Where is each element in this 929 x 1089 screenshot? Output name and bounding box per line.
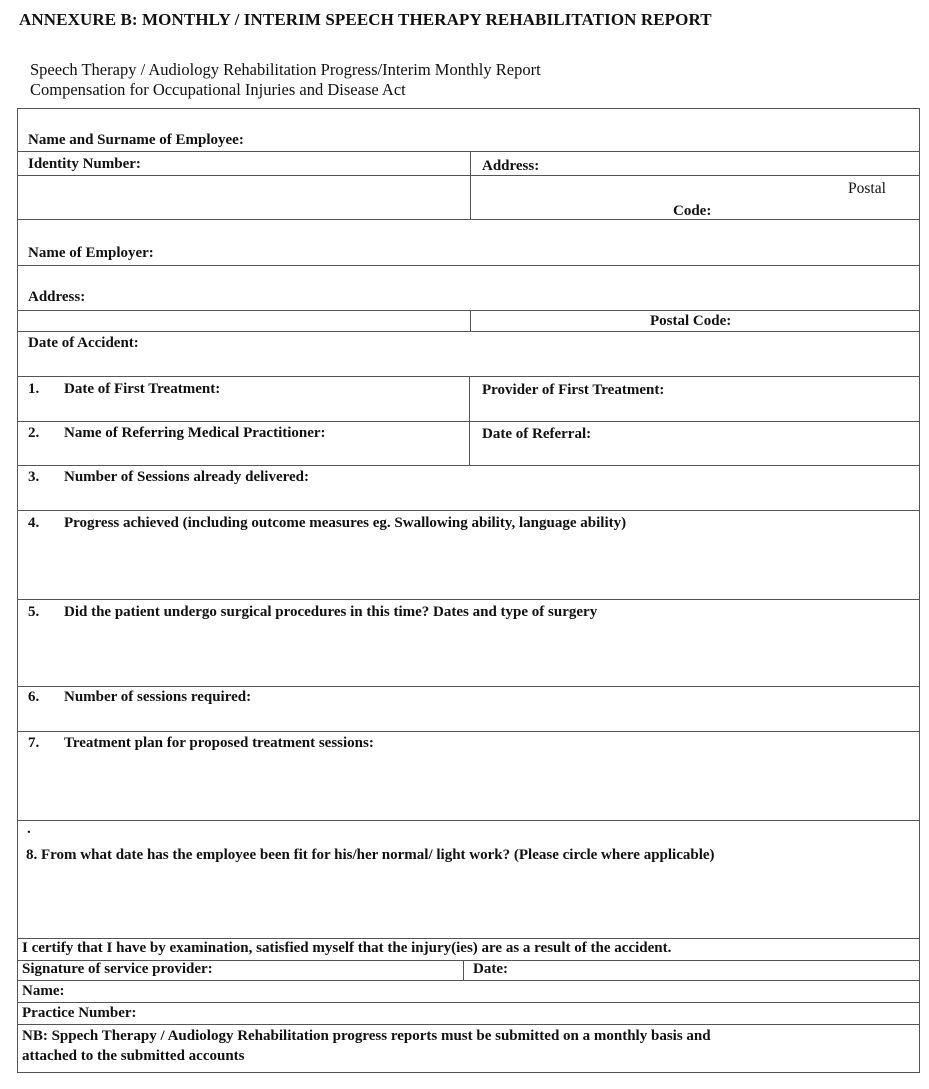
q4-label: 4. Progress achieved (including outcome measures eg. Swallowing ability, language ability) bbox=[28, 515, 627, 531]
sessions-delivered-field[interactable] bbox=[18, 466, 919, 510]
employer-name-field[interactable] bbox=[18, 220, 919, 265]
practice-number-label: Practice Number: bbox=[22, 1005, 137, 1021]
address-label: Address: bbox=[482, 158, 540, 174]
report-form bbox=[17, 108, 920, 1073]
identity-number-label: Identity Number: bbox=[28, 156, 141, 172]
employer-address-label: Address: bbox=[28, 289, 86, 305]
nb-note-line1: NB: Sppech Therapy / Audiology Rehabilitation progress reports must be submitted on a monthly basis and bbox=[22, 1028, 711, 1044]
date-field[interactable] bbox=[464, 961, 919, 980]
date-of-accident-label: Date of Accident: bbox=[28, 335, 139, 351]
document-title: ANNEXURE B: MONTHLY / INTERIM SPEECH THERAPY REHABILITATION REPORT bbox=[19, 10, 712, 29]
act-subtitle: Compensation for Occupational Injuries and Disease Act bbox=[30, 80, 406, 99]
nb-note-line2: attached to the submitted accounts bbox=[22, 1048, 245, 1064]
employee-name-label: Name and Surname of Employee: bbox=[28, 132, 244, 148]
identity-number-field[interactable] bbox=[18, 176, 470, 219]
employer-name-label: Name of Employer: bbox=[28, 245, 154, 261]
q8-bullet: . bbox=[27, 821, 31, 837]
practice-number-field[interactable] bbox=[18, 1003, 919, 1024]
surgical-procedures-field[interactable] bbox=[18, 600, 919, 686]
sessions-required-field[interactable] bbox=[18, 687, 919, 731]
employee-name-field[interactable] bbox=[18, 109, 919, 151]
q7-label: 7. Treatment plan for proposed treatment sessions: bbox=[28, 735, 374, 751]
q3-label: 3. Number of Sessions already delivered: bbox=[28, 469, 310, 485]
q5-label: 5. Did the patient undergo surgical procedures in this time? Dates and type of surgery bbox=[28, 604, 598, 620]
date-of-referral-field[interactable] bbox=[470, 422, 919, 465]
date-of-accident-field[interactable] bbox=[18, 332, 919, 376]
treatment-plan-field[interactable] bbox=[18, 732, 919, 820]
date-of-referral-label: Date of Referral: bbox=[482, 426, 592, 442]
provider-first-treatment-field[interactable] bbox=[470, 377, 919, 421]
q2-label: 2. Name of Referring Medical Practitioner: bbox=[28, 425, 326, 441]
employer-postal-code-label: Postal Code: bbox=[650, 313, 732, 329]
name-label: Name: bbox=[22, 983, 65, 999]
postal-label: Postal bbox=[848, 180, 886, 197]
first-treatment-date-field[interactable] bbox=[18, 377, 469, 421]
signature-label: Signature of service provider: bbox=[22, 961, 213, 977]
q1-label: 1. Date of First Treatment: bbox=[28, 381, 221, 397]
employer-address-field[interactable] bbox=[18, 266, 919, 310]
referring-practitioner-field[interactable] bbox=[18, 422, 469, 465]
certification-statement: I certify that I have by examination, satisfied myself that the injury(ies) are as a result of the accident. bbox=[22, 940, 672, 956]
provider-first-treatment-label: Provider of First Treatment: bbox=[482, 382, 665, 398]
postal-code-label: Code: bbox=[673, 203, 712, 219]
report-subtitle: Speech Therapy / Audiology Rehabilitation Progress/Interim Monthly Report bbox=[30, 60, 541, 79]
fit-for-work-date-field[interactable] bbox=[18, 821, 919, 938]
date-label: Date: bbox=[473, 961, 508, 977]
q8-label: 8. From what date has the employee been fit for his/her normal/ light work? (Please circle where applicable) bbox=[26, 847, 715, 863]
signature-field[interactable] bbox=[18, 961, 463, 980]
name-field[interactable] bbox=[18, 981, 919, 1002]
progress-achieved-field[interactable] bbox=[18, 511, 919, 599]
employer-postal-code-field[interactable] bbox=[471, 311, 919, 331]
q6-label: 6. Number of sessions required: bbox=[28, 689, 252, 705]
